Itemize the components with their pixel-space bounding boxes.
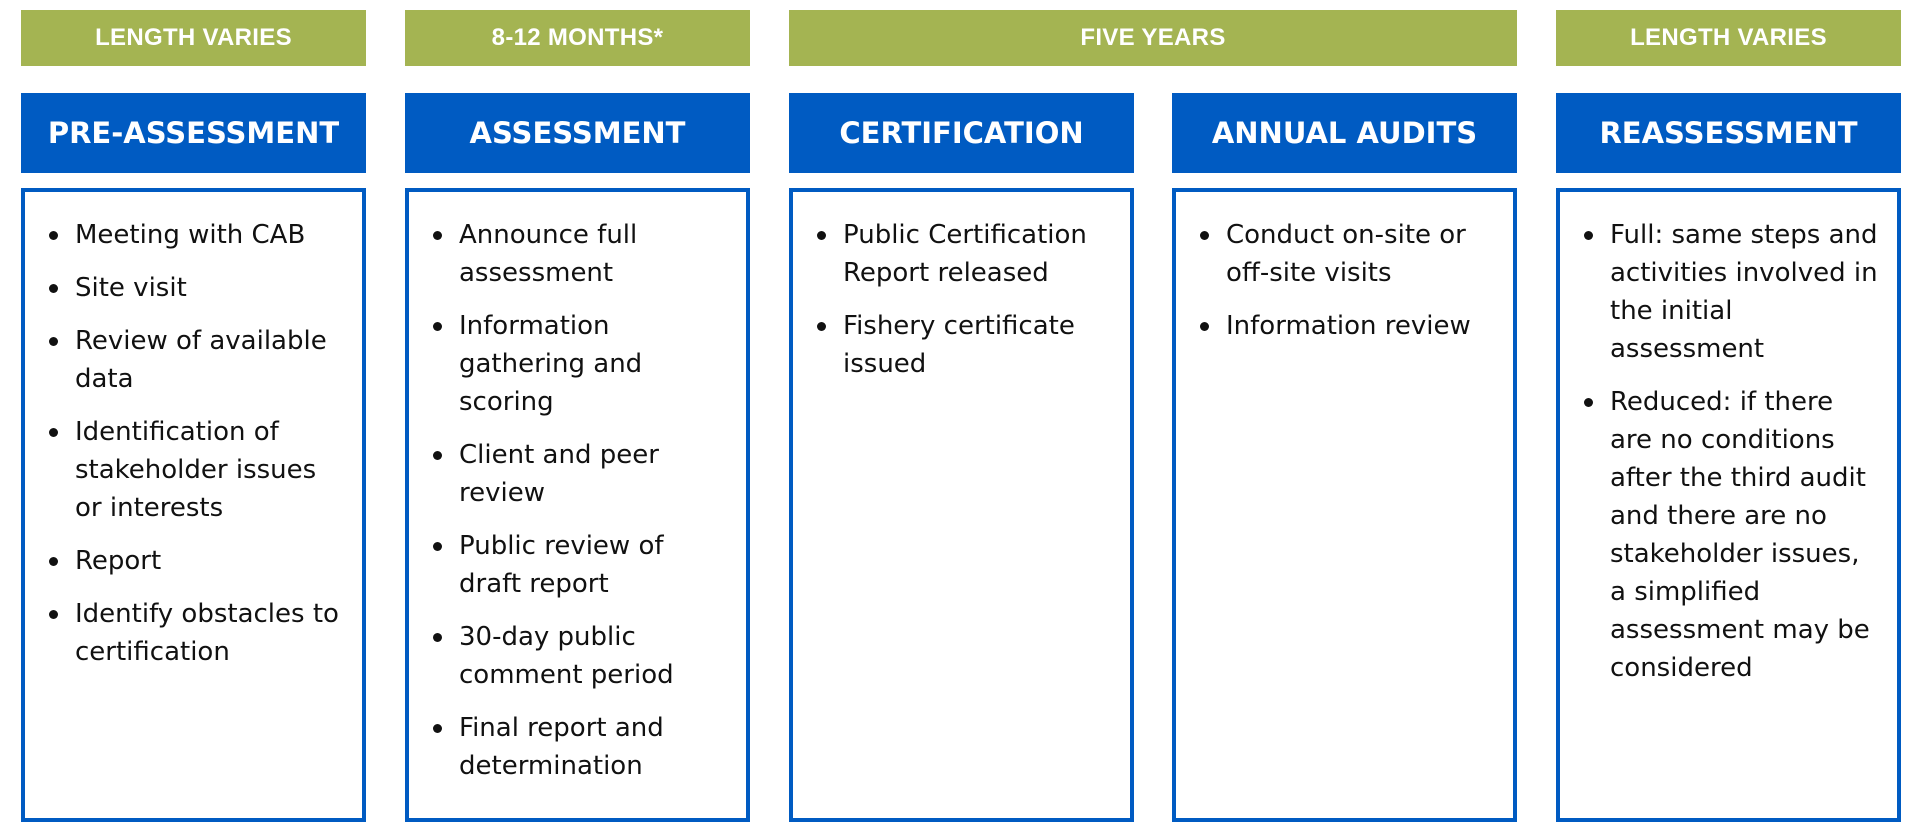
stage-header-reassessment: REASSESSMENT	[1556, 93, 1901, 173]
stage-box-reassessment	[1556, 188, 1901, 822]
activity-item: Information review	[1226, 307, 1499, 345]
activity-item: Identification of stakeholder issues or interests	[75, 413, 348, 527]
duration-bar-five-years: FIVE YEARS	[789, 10, 1517, 66]
stage-header-annual-audits: ANNUAL AUDITS	[1172, 93, 1517, 173]
activity-item: Public Certification Report released	[843, 216, 1116, 292]
activity-list	[1176, 192, 1513, 345]
activity-item: Fishery certificate issued	[843, 307, 1116, 383]
activity-item: Public review of draft report	[459, 527, 732, 603]
activity-item: Identify obstacles to certification	[75, 595, 348, 671]
duration-bar-reassessment: LENGTH VARIES	[1556, 10, 1901, 66]
stage-header-pre-assessment: PRE-ASSESSMENT	[21, 93, 366, 173]
activity-item: Site visit	[75, 269, 348, 307]
activity-item: Full: same steps and activities involved in the initial assessment	[1610, 216, 1883, 368]
activity-list	[409, 192, 746, 785]
activity-item: Final report and determination	[459, 709, 732, 785]
activity-item: Conduct on-site or off-site visits	[1226, 216, 1499, 292]
duration-bar-pre-assessment: LENGTH VARIES	[21, 10, 366, 66]
activity-item: Report	[75, 542, 348, 580]
stage-box-annual-audits	[1172, 188, 1517, 822]
stage-header-assessment: ASSESSMENT	[405, 93, 750, 173]
stage-box-pre-assessment	[21, 188, 366, 822]
activity-list	[25, 192, 362, 671]
activity-item: Information gathering and scoring	[459, 307, 732, 421]
activity-list	[1560, 192, 1897, 687]
activity-item: Reduced: if there are no conditions after the third audit and there are no stakeholder issues, a simplified assessment may be considered	[1610, 383, 1883, 687]
activity-list	[793, 192, 1130, 383]
activity-item: Meeting with CAB	[75, 216, 348, 254]
activity-item: Review of available data	[75, 322, 348, 398]
activity-item: Announce full assessment	[459, 216, 732, 292]
duration-bar-assessment: 8-12 MONTHS*	[405, 10, 750, 66]
activity-item: Client and peer review	[459, 436, 732, 512]
stage-header-certification: CERTIFICATION	[789, 93, 1134, 173]
activity-item: 30-day public comment period	[459, 618, 732, 694]
stage-box-assessment	[405, 188, 750, 822]
stage-box-certification	[789, 188, 1134, 822]
